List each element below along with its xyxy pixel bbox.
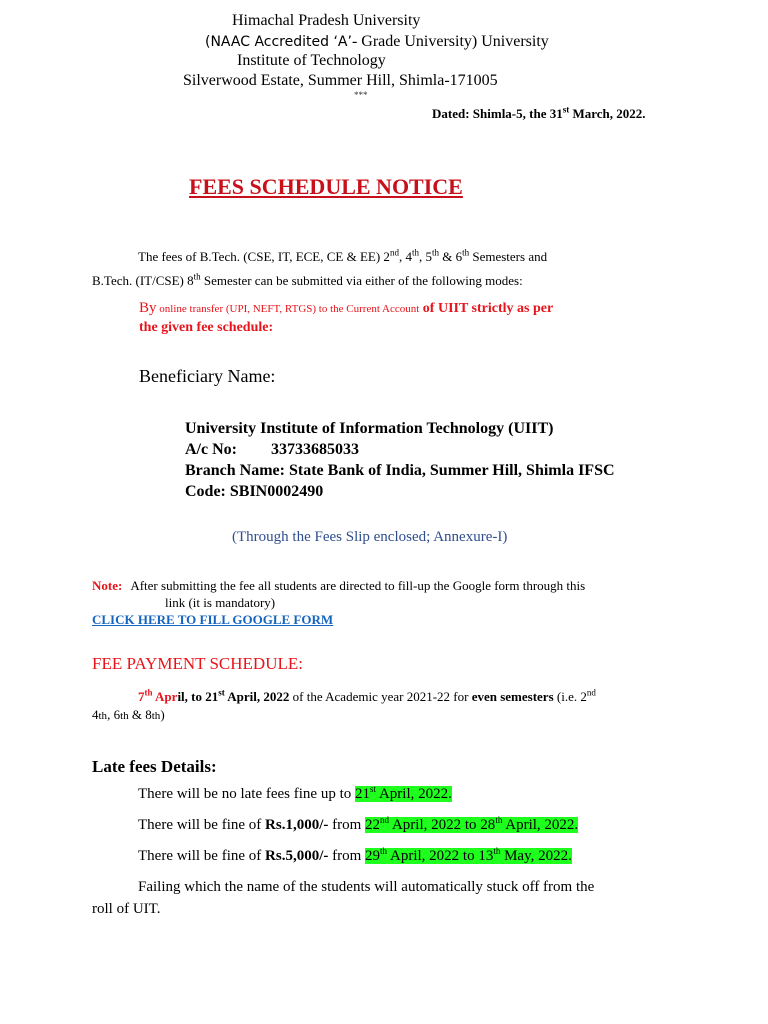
payment-mode-line-1: By online transfer (UPI, NEFT, RTGS) to the Current Account of UIIT strictly as per (139, 300, 554, 316)
late-fee-line-2: There will be fine of Rs.1,000/- from 22nd April, 2022 to 28th April, 2022. (138, 815, 579, 833)
intro-line-1: The fees of B.Tech. (CSE, IT, ECE, CE & EE) 2nd, 4th, 5th & 6th Semesters and (138, 247, 548, 264)
failing-line-1: Failing which the name of the students will automatically stuck off from the (138, 879, 595, 895)
late-fee-line-3: There will be fine of Rs.5,000/- from 29th April, 2022 to 13th May, 2022. (138, 846, 572, 864)
page-title: FEES SCHEDULE NOTICE (189, 174, 463, 199)
schedule-line-1: 7th April, to 21st April, 2022 of the Academic year 2021-22 for even semesters (i.e. 2nd (138, 687, 596, 704)
beneficiary-name: University Institute of Information Technology (UIIT) (185, 420, 554, 437)
university-name: Himachal Pradesh University (232, 12, 421, 29)
schedule-line-2: 4th, 6th & 8th) (92, 707, 165, 722)
institute-address: Silverwood Estate, Summer Hill, Shimla-171005 (183, 72, 498, 89)
late-fees-heading: Late fees Details: (92, 757, 217, 776)
separator-stars: *** (354, 90, 368, 100)
failing-line-2: roll of UIT. (92, 901, 161, 917)
beneficiary-label: Beneficiary Name: (139, 366, 276, 386)
ifsc-code: Code: SBIN0002490 (185, 483, 324, 500)
late-fee-line-1: There will be no late fees fine up to 21st April, 2022. (138, 784, 452, 802)
note-line-2: link (it is mandatory) (165, 595, 276, 610)
note-line-1: Note: After submitting the fee all students are directed to fill-up the Google form through this (92, 578, 586, 593)
payment-mode-line-2: the given fee schedule: (139, 320, 274, 335)
accreditation-line: (NAAC Accredited ‘A’- Grade University) University (205, 33, 549, 50)
intro-line-2: B.Tech. (IT/CSE) 8th Semester can be submitted via either of the following modes: (92, 271, 523, 288)
branch-name: Branch Name: State Bank of India, Summer Hill, Shimla IFSC (185, 462, 615, 479)
account-number: A/c No: 33733685033 (185, 441, 359, 458)
google-form-link[interactable]: CLICK HERE TO FILL GOOGLE FORM (92, 612, 334, 627)
schedule-heading: FEE PAYMENT SCHEDULE: (92, 654, 303, 673)
fees-slip-note: (Through the Fees Slip enclosed; Annexure-I) (232, 529, 508, 545)
institute-name: Institute of Technology (237, 52, 386, 69)
dated-line: Dated: Shimla-5, the 31st March, 2022. (432, 104, 646, 121)
